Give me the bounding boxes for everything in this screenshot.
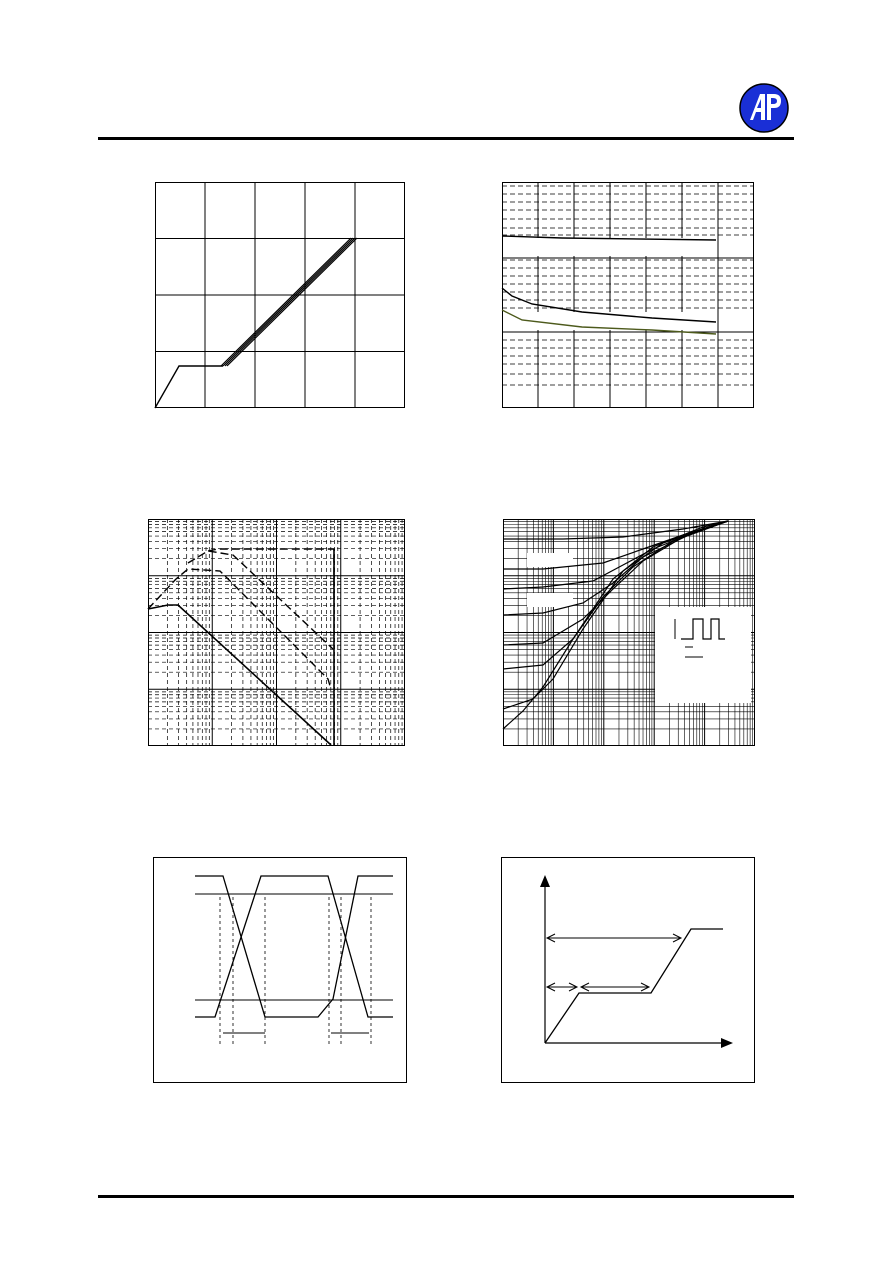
- curve-vds-0: [221, 238, 351, 366]
- gate-charge-chart: [155, 182, 405, 408]
- curve-10ms: [148, 569, 331, 689]
- gate-charge-waveform-diagram: [501, 857, 755, 1083]
- curve-plateau: [155, 366, 223, 408]
- plot-frame: [154, 858, 407, 1083]
- y-axis-arrowhead: [540, 875, 550, 887]
- curve-dc: [148, 605, 331, 745]
- switching-waveform-diagram: [153, 857, 407, 1083]
- plot-frame: [502, 858, 755, 1083]
- safe-operating-area-chart: [148, 519, 405, 746]
- waveform-gate-charge: [545, 929, 723, 1043]
- footer-rule: [98, 1195, 794, 1198]
- legend-mask: [527, 593, 573, 607]
- waveform-vgs: [195, 876, 393, 1017]
- company-logo: [738, 82, 790, 134]
- plot-frame: [503, 183, 754, 408]
- legend-mask: [527, 553, 573, 567]
- legend-mask: [504, 238, 716, 256]
- curve-vds-3: [227, 238, 357, 366]
- x-axis-arrowhead: [721, 1038, 733, 1048]
- curve-vds-2: [225, 238, 355, 366]
- transient-thermal-chart: [503, 519, 755, 746]
- waveform-vds: [195, 876, 393, 1017]
- header-rule: [98, 137, 794, 140]
- curve-vds-1: [223, 238, 353, 366]
- capacitance-chart: [502, 182, 754, 408]
